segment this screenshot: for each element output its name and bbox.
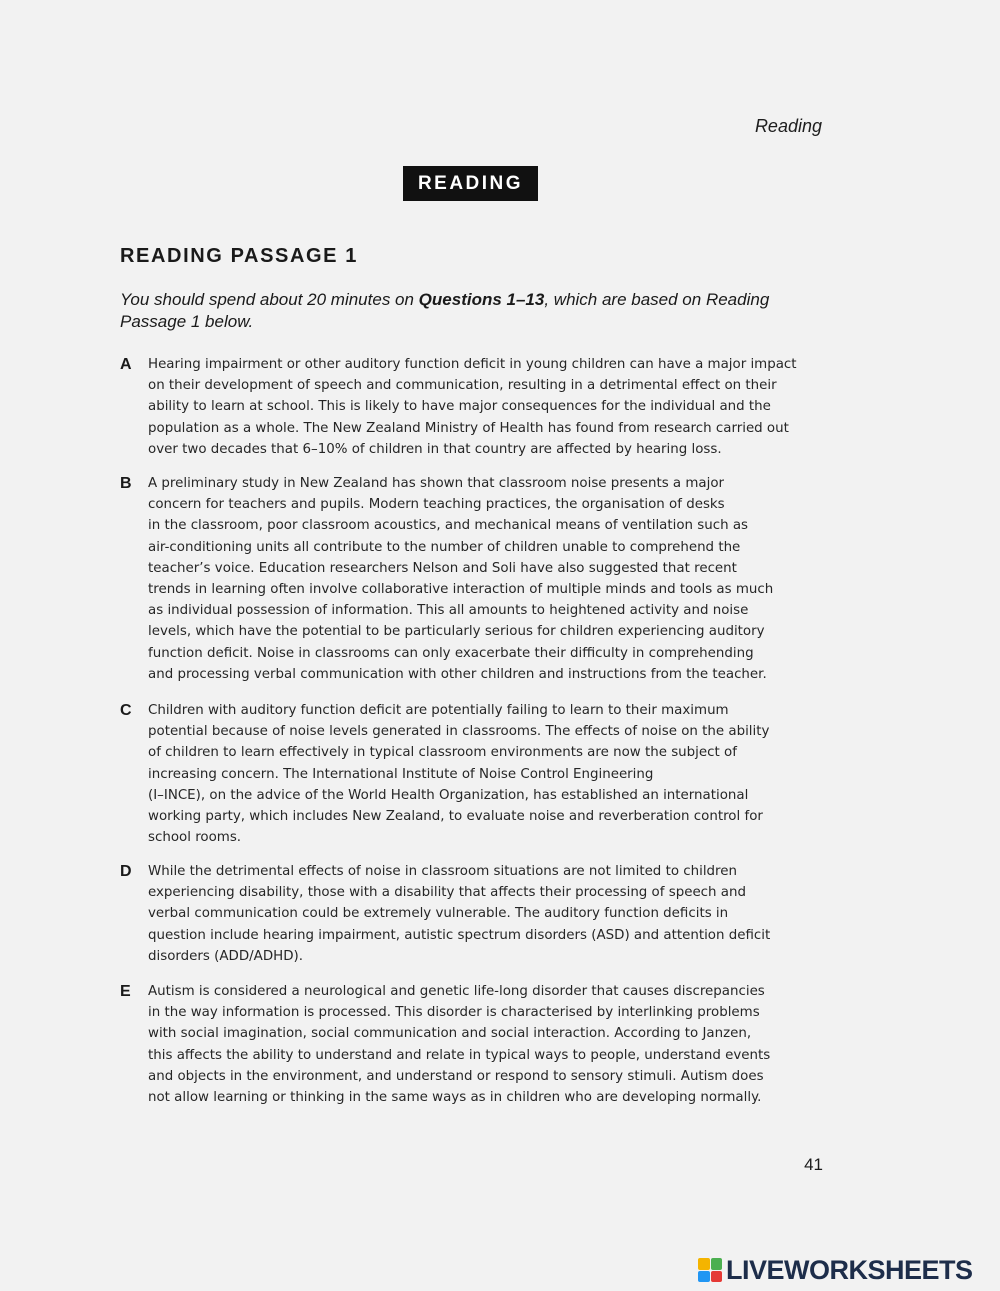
text-line: air-conditioning units all contribute to the number of children unable to comprehend the	[148, 539, 741, 555]
text-line: and processing verbal communication with other children and instructions from the teacher.	[148, 666, 767, 682]
text-line: over two decades that 6–10% of children in that country are affected by hearing loss.	[148, 441, 722, 457]
text-line: population as a whole. The New Zealand Ministry of Health has found from research carried out	[148, 420, 789, 436]
text-line: not allow learning or thinking in the same ways as in children who are developing normally.	[148, 1090, 762, 1106]
text-line: teacher’s voice. Education researchers Nelson and Soli have also suggested that recent	[148, 560, 737, 576]
instructions-text: You should spend about 20 minutes on	[120, 290, 419, 309]
text-line: and objects in the environment, and understand or respond to sensory stimuli. Autism does	[148, 1068, 764, 1084]
text-line: on their development of speech and communication, resulting in a detrimental effect on their	[148, 378, 777, 394]
text-line: as individual possession of information. This all amounts to heightened activity and noise	[148, 603, 749, 619]
text-line: Hearing impairment or other auditory function deficit in young children can have a major impact	[148, 357, 797, 372]
text-line: Autism is considered a neurological and genetic life-long disorder that causes discrepancies	[148, 984, 765, 999]
section-label: READING	[403, 166, 538, 201]
paragraph-letter: B	[120, 475, 132, 492]
paragraph-text	[148, 861, 838, 967]
text-line: A preliminary study in New Zealand has shown that classroom noise presents a major	[148, 476, 725, 491]
text-line: trends in learning often involve collaborative interaction of multiple minds and tools as much	[148, 582, 774, 598]
paragraph-letter: D	[120, 863, 132, 880]
text-line: with social imagination, social communication and social interaction. According to Janzen,	[148, 1026, 752, 1042]
text-line: levels, which have the potential to be particularly serious for children experiencing auditory	[148, 624, 765, 640]
paragraph-letter: C	[120, 702, 132, 719]
text-line: While the detrimental effects of noise in classroom situations are not limited to children	[148, 864, 737, 879]
instructions	[120, 289, 820, 333]
text-line: potential because of noise levels generated in classrooms. The effects of noise on the ability	[148, 724, 770, 740]
text-line: verbal communication could be extremely vulnerable. The auditory function deficits in	[148, 906, 729, 922]
text-line: function deficit. Noise in classrooms can only exacerbate their difficulty in comprehending	[148, 645, 754, 661]
passage-title: READING PASSAGE 1	[120, 245, 358, 267]
text-line: question include hearing impairment, autistic spectrum disorders (ASD) and attention deficit	[148, 927, 771, 943]
instructions-text-line2: Passage 1 below.	[120, 312, 254, 331]
text-line: ability to learn at school. This is likely to have major consequences for the individual and the	[148, 399, 771, 415]
text-line: working party, which includes New Zealand, to evaluate noise and reverberation control for	[148, 809, 763, 825]
text-line: in the way information is processed. This disorder is characterised by interlinking problems	[148, 1005, 760, 1021]
paragraph-text	[148, 354, 838, 460]
logo-square	[698, 1271, 710, 1283]
running-head: Reading	[754, 116, 822, 136]
instructions-text-cont: , which are based on Reading	[544, 290, 770, 309]
text-line: school rooms.	[148, 830, 242, 846]
paragraph-text	[148, 700, 838, 848]
text-line: disorders (ADD/ADHD).	[148, 948, 303, 964]
text-line: this affects the ability to understand and relate in typical ways to people, understand events	[148, 1047, 771, 1063]
text-line: Children with auditory function deficit are potentially failing to learn to their maximum	[148, 703, 729, 718]
text-line: concern for teachers and pupils. Modern teaching practices, the organisation of desks	[148, 497, 725, 513]
logo-square	[711, 1271, 723, 1283]
liveworksheets-watermark[interactable]	[698, 1256, 973, 1284]
paragraph-text	[148, 473, 838, 685]
watermark-text: LIVEWORKSHEETS	[726, 1254, 973, 1285]
paragraph-text	[148, 981, 838, 1108]
page-number: 41	[804, 1155, 823, 1174]
text-line: increasing concern. The International Institute of Noise Control Engineering	[148, 766, 654, 782]
text-line: of children to learn effectively in typical classroom environments are now the subject of	[148, 745, 737, 761]
text-line: experiencing disability, those with a disability that affects their processing of speech and	[148, 885, 746, 901]
liveworksheets-logo-icon	[698, 1258, 722, 1282]
instructions-questions: Questions 1–13	[418, 290, 545, 309]
logo-square	[698, 1258, 710, 1270]
logo-square	[711, 1258, 723, 1270]
paragraph-letter: A	[120, 356, 132, 373]
paragraph-letter: E	[120, 983, 131, 1000]
text-line: (I–INCE), on the advice of the World Health Organization, has established an international	[148, 787, 749, 803]
text-line: in the classroom, poor classroom acoustics, and mechanical means of ventilation such as	[148, 518, 749, 534]
